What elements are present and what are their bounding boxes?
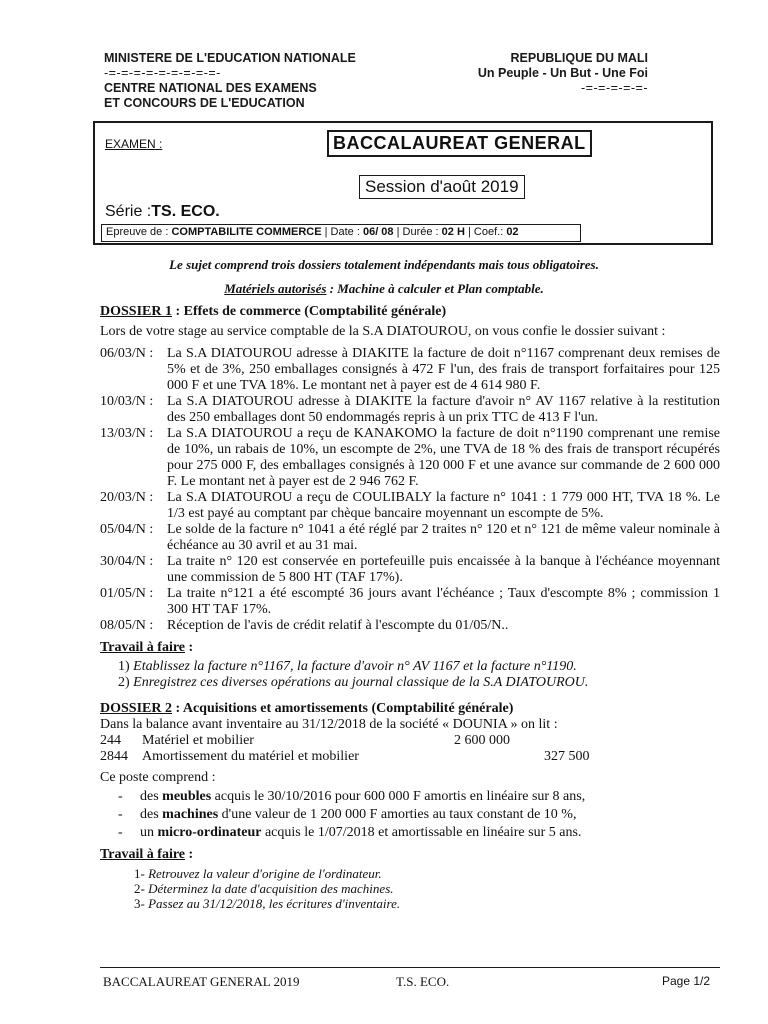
entry-text: Le solde de la facture n° 1041 a été réglé par 2 traites n° 120 et n° 121 de même valeur nominale à échéance au 30 avril et au 31 mai.	[167, 522, 720, 553]
coef-label: | Coef.:	[467, 226, 504, 238]
footer-serie: T.S. ECO.	[396, 974, 450, 989]
entry-date: 06/03/N :	[100, 346, 154, 361]
account-label: Amortissement du matériel et mobilier	[142, 749, 359, 764]
entry-date: 08/05/N :	[100, 618, 154, 633]
epreuve-line	[101, 224, 581, 242]
todo1-heading	[100, 640, 720, 656]
entry-text: La S.A DIATOUROU a reçu de COULIBALY la facture n° 1041 : 1 779 000 HT, TVA 18 %. Le 1/3 est payé au comptant par chèque bancaire moyennant un escompte de 5%.	[167, 490, 720, 521]
examen-label: EXAMEN :	[105, 137, 163, 151]
journal-entry	[100, 346, 720, 394]
journal-entry	[100, 394, 720, 426]
todo-num: 2-	[134, 881, 145, 896]
entry-text: La S.A DIATOUROU adresse à DIAKITE la facture de doit n°1167 comprenant deux remises de 5% et de 3%, 250 emballages consignés à 472 F l'un, des frais de transport forfaitaires pour 125 000 F et une TVA 18%. Le montant net à payer est de 4 614 980 F.	[167, 346, 720, 393]
serie-value: TS. ECO.	[151, 203, 220, 220]
entry-date: 10/03/N :	[100, 394, 154, 409]
todo-item	[134, 866, 720, 881]
epreuve-value: COMPTABILITE COMMERCE	[171, 226, 322, 238]
item-bold: machines	[162, 807, 219, 822]
entry-text: La S.A DIATOUROU a reçu de KANAKOMO la facture de doit n°1190 comprenant une remise de 10%, un rabais de 10%, un escompte de 2%, une TVA de 18 % des frais de transport récupérés pour 275 000 F, des emballages consignés à 120 000 F et une avance sur commande de 2 600 000 F. Le montant net à payer est de 2 946 762 F.	[167, 426, 720, 489]
todo-text: Enregistrez ces diverses opérations au journal classique de la S.A DIATOUROU.	[133, 675, 589, 690]
materiels-value: : Machine à calculer et Plan comptable.	[326, 281, 544, 296]
todo-item	[134, 896, 720, 911]
exam-title: BACCALAUREAT GENERAL	[327, 130, 592, 157]
center-name-line2: ET CONCOURS DE L'EDUCATION	[104, 96, 305, 110]
poste-line: Ce poste comprend :	[100, 770, 216, 785]
entry-text: La S.A DIATOUROU adresse à DIAKITE la facture d'avoir n° AV 1167 relative à la restitution des 250 emballages dont 50 endommagés repris à un prix TTC de 413 F l'un.	[167, 394, 720, 425]
coef-value: 02	[506, 226, 519, 238]
date-label: | Date :	[324, 226, 360, 238]
epreuve-label: Epreuve de :	[106, 226, 169, 238]
item-post: acquis le 1/07/2018 et amortissable en linéaire sur 5 ans.	[261, 825, 582, 840]
republic-header	[478, 51, 648, 96]
dossier1-section	[100, 304, 720, 911]
item-pre: des	[140, 807, 163, 822]
entry-date: 01/05/N :	[100, 586, 154, 601]
materiels-label: Matériels autorisés	[224, 281, 327, 296]
ministry-header	[104, 51, 356, 111]
item-pre: un	[140, 825, 158, 840]
todo-text: Déterminez la date d'acquisition des machines.	[148, 881, 394, 896]
republic-name: REPUBLIQUE DU MALI	[510, 51, 648, 65]
bullet: -	[118, 789, 123, 804]
journal-entry	[100, 490, 720, 522]
page-number: Page 1/2	[662, 974, 711, 988]
entry-date: 20/03/N :	[100, 490, 154, 505]
account-debit	[454, 749, 544, 765]
ministry-name: MINISTERE DE L'EDUCATION NATIONALE	[104, 51, 356, 65]
todo-num: 2)	[118, 675, 130, 690]
todo1-label: Travail à faire	[100, 640, 186, 655]
poste-item	[118, 807, 720, 823]
todo-num: 1-	[134, 866, 145, 881]
serie-label: Série :	[105, 203, 152, 220]
todo-text: Retrouvez la valeur d'origine de l'ordinateur.	[148, 866, 382, 881]
todo1-colon: :	[185, 640, 194, 655]
journal-entry	[100, 426, 720, 490]
serie-line	[105, 203, 220, 221]
todo-text: Etablissez la facture n°1167, la facture d'avoir n° AV 1167 et la facture n°1190.	[133, 659, 577, 674]
duree-value: 02 H	[441, 226, 465, 238]
journal-entry	[100, 618, 720, 634]
todo-text: Passez au 31/12/2018, les écritures d'inventaire.	[148, 896, 401, 911]
poste-item	[118, 789, 720, 805]
todo-item	[118, 659, 720, 675]
exam-info-box	[93, 121, 713, 245]
entry-text: La traite n°121 a été escompté 36 jours avant l'échéance ; Taux d'escompte 8% ; commission 1 300 HT TAF 17%.	[167, 586, 720, 617]
motto: Un Peuple - Un But - Une Foi	[477, 66, 648, 80]
account-number: 244	[100, 733, 121, 748]
account-label: Matériel et mobilier	[142, 733, 254, 748]
separator: -=-=-=-=-=-=-=-=-=-	[104, 66, 221, 80]
poste-item	[118, 825, 720, 841]
dossier2-heading	[100, 701, 720, 717]
todo1-list	[118, 659, 720, 691]
todo-item	[134, 881, 720, 896]
date-value: 06/ 08	[362, 226, 394, 238]
journal-entry	[100, 522, 720, 554]
bullet: -	[118, 807, 123, 822]
dossier1-title: : Effets de commerce (Comptabilité générale)	[171, 304, 447, 319]
journal-entry	[100, 586, 720, 618]
intro-line: Le sujet comprend trois dossiers totalement indépendants mais tous obligatoires.	[169, 257, 599, 272]
entry-date: 30/04/N :	[100, 554, 154, 569]
entry-date: 13/03/N :	[100, 426, 154, 441]
todo-item	[118, 675, 720, 691]
item-pre: des	[140, 789, 163, 804]
dossier2-title: : Acquisitions et amortissements (Comptabilité générale)	[171, 701, 514, 716]
account-debit: 2 600 000	[454, 733, 510, 748]
balance-row	[100, 733, 720, 749]
balance-row	[100, 749, 720, 765]
dossier1-label: DOSSIER 1	[100, 304, 172, 319]
footer-exam: BACCALAUREAT GENERAL 2019	[103, 974, 300, 989]
todo-num: 1)	[118, 659, 130, 674]
item-post: acquis le 30/10/2016 pour 600 000 F amortis en linéaire sur 8 ans,	[211, 789, 586, 804]
entry-text: La traite n° 120 est conservée en portefeuille puis encaissée à la banque à l'échéance moyennant une commission de 5 800 HT (TAF 17%).	[167, 554, 720, 585]
center-name-line1: CENTRE NATIONAL DES EXAMENS	[104, 81, 317, 95]
bullet: -	[118, 825, 123, 840]
journal-entry	[100, 554, 720, 586]
item-bold: meubles	[162, 789, 212, 804]
todo2-list	[134, 866, 720, 911]
dossier1-intro: Lors de votre stage au service comptable de la S.A DIATOUROU, on vous confie le dossier suivant :	[100, 324, 666, 339]
todo2-colon: :	[185, 847, 194, 862]
dossier2-label: DOSSIER 2	[100, 701, 172, 716]
entry-date: 05/04/N :	[100, 522, 154, 537]
item-bold: micro-ordinateur	[157, 825, 262, 840]
poste-list	[118, 789, 720, 841]
todo2-label: Travail à faire	[100, 847, 186, 862]
session-box: Session d'août 2019	[359, 175, 525, 199]
footer-divider	[100, 967, 720, 968]
account-number: 2844	[100, 749, 128, 764]
account-credit: 327 500	[544, 749, 590, 764]
dossier2-intro: Dans la balance avant inventaire au 31/12/2018 de la société « DOUNIA » on lit :	[100, 717, 558, 732]
entry-text: Réception de l'avis de crédit relatif à l'escompte du 01/05/N..	[167, 618, 509, 633]
materiels-line	[0, 281, 768, 297]
item-post: d'une valeur de 1 200 000 F amorties au taux constant de 10 %,	[218, 807, 577, 822]
duree-label: | Durée :	[396, 226, 439, 238]
separator: -=-=-=-=-=-	[581, 81, 648, 95]
todo-num: 3-	[134, 896, 145, 911]
dossier1-heading	[100, 304, 720, 320]
todo2-heading	[100, 847, 720, 863]
